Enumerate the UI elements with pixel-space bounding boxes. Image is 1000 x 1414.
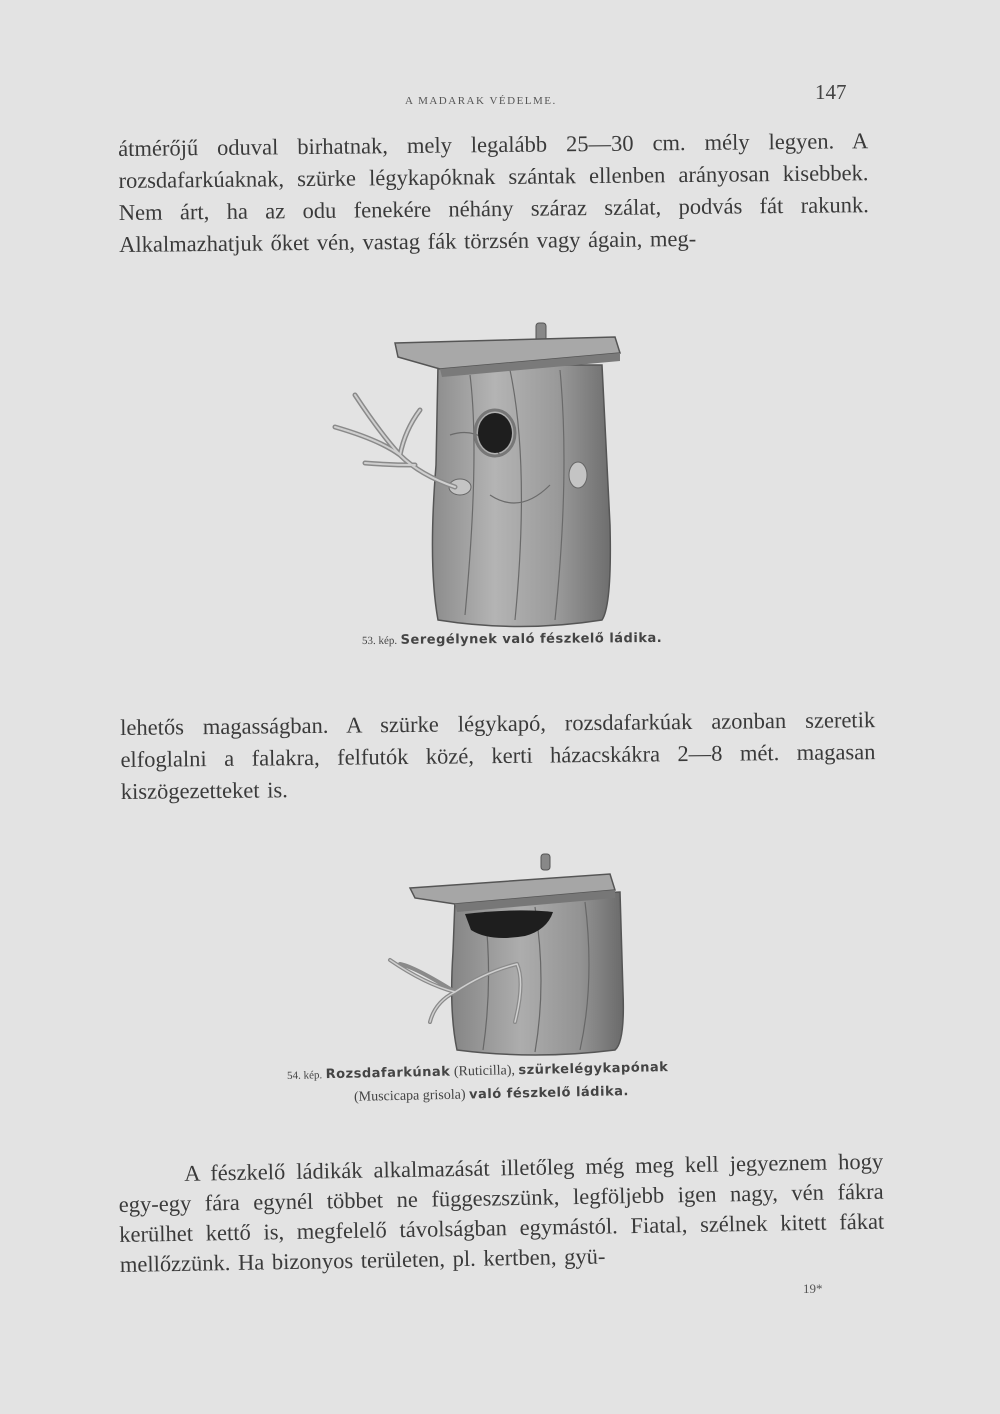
figure-54-number: 54. kép. bbox=[286, 1069, 323, 1082]
figure-54-title-part3: való fészkelő ládika. bbox=[468, 1084, 630, 1103]
figure-54-caption-line1 bbox=[287, 1060, 669, 1084]
paragraph-2: lehetős magasságban. A szürke légykapó, rozsdafarkúak azonban szeretik elfoglalni a falakra, felfutók közé, kerti házacskákra 2—8 mét. magasan kiszögezetteket is. bbox=[120, 707, 876, 804]
redstart-nest-box-illustration bbox=[375, 852, 625, 1062]
figure-53-caption bbox=[362, 631, 662, 649]
paragraph-3: A fészkelő ládikák alkalmazását illetőleg még meg kell jegyeznem hogy egy-egy fára egynél többet ne függeszszünk, legföljebb igen nagy, vén fákra kerülhet kettő is, megfelelő távolságban egymástól. Fiatal, szélnek kitett fákat mellőzzünk. Ha bizonyos területen, pl. kertben, gyü- bbox=[118, 1148, 885, 1277]
running-head: A MADARAK VÉDELME. bbox=[405, 95, 557, 107]
figure-53-title: Seregélynek való fészkelő ládika. bbox=[400, 630, 663, 648]
figure-54-latin-muscicapa: (Muscicapa grisola) bbox=[353, 1087, 466, 1105]
starling-nest-box-illustration bbox=[320, 315, 630, 633]
figure-53-number: 53. kép. bbox=[361, 634, 398, 648]
signature-mark: 19* bbox=[803, 1281, 823, 1296]
figure-54-title-part2: szürkelégykapónak bbox=[518, 1060, 669, 1079]
paragraph-1: átmérőjű oduval birhatnak, mely legalább 25—30 cm. mély legyen. A rozsdafarkúaknak, szürke légykapóknak szántak ellenben arányosan kisebbek. Nem árt, ha az odu fenekére néhány száraz szálat, podvás fát rakunk. Alkalmazhatjuk őket vén, vastag fák törzsén vagy ágain, meg- bbox=[118, 128, 869, 257]
figure-54-latin-ruticilla: (Ruticilla), bbox=[453, 1063, 516, 1080]
figure-54-caption-line2 bbox=[354, 1084, 629, 1106]
page-number: 147 bbox=[815, 80, 847, 104]
figure-54-title-part1: Rozsdafarkúnak bbox=[325, 1064, 451, 1083]
